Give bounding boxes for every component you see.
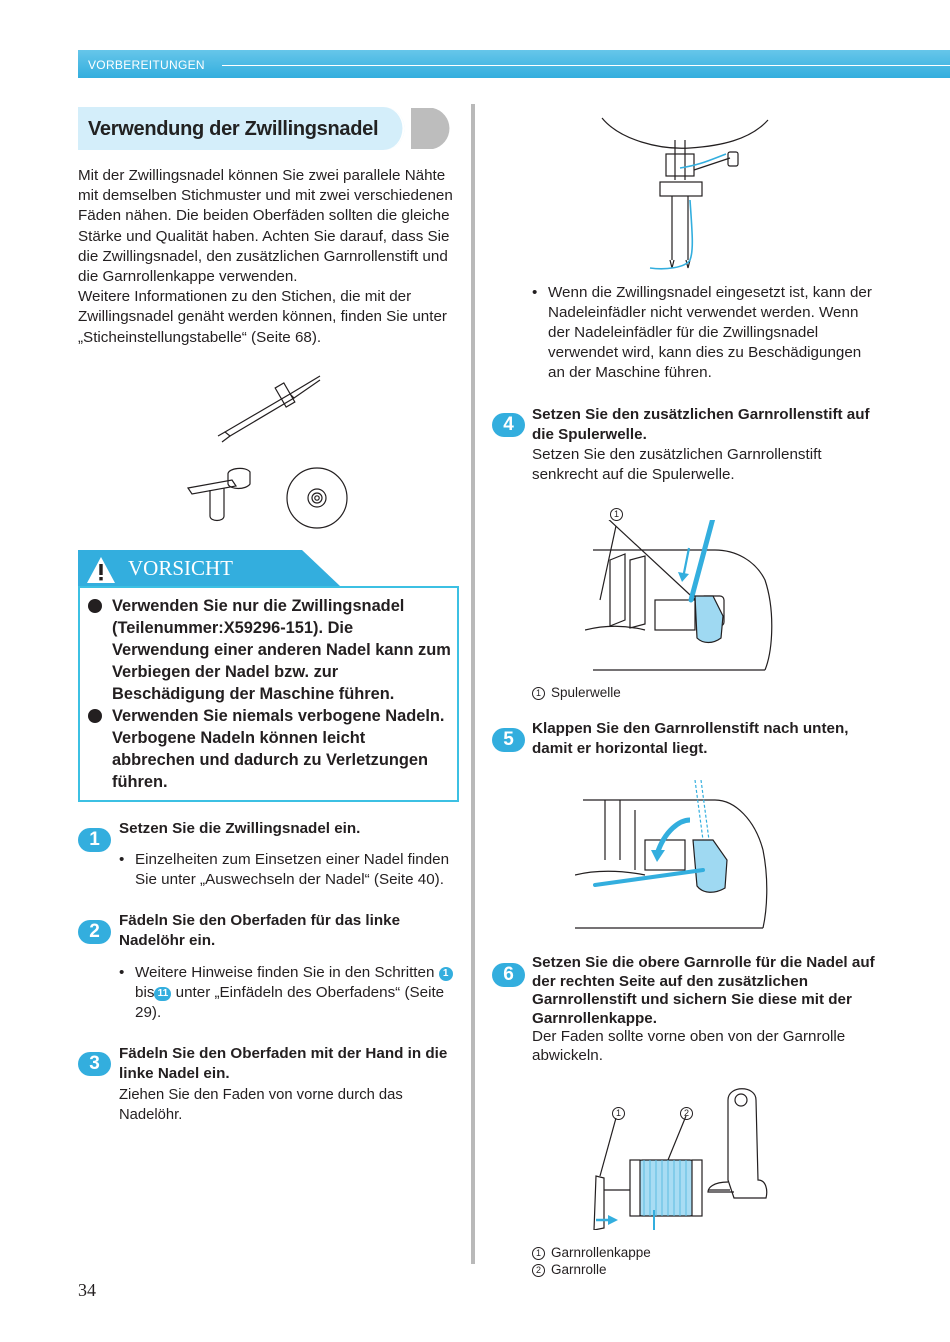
bullet-text-part: unter „Einfädeln des Oberfadens“ (Seite 29). [135,984,445,1021]
bullet-symbol: • [119,964,125,981]
caution-item [88,705,452,793]
section-label: VORBEREITUNGEN [88,58,205,72]
note-bullet [532,283,877,383]
spool-with-cap-illustration [588,1080,778,1230]
figure-4-caption [532,684,621,702]
header-rule [222,65,950,66]
step-1-heading: Setzen Sie die Zwillingsnadel ein. [119,820,361,837]
bullet-text: Einzelheiten zum Einsetzen einer Nadel finden Sie unter „Auswechseln der Nadel“ (Seite 40). [135,851,450,888]
figure-6-caption-1 [532,1244,651,1262]
callout-circle: 1 [610,508,623,521]
caption-text: Garnrollenkappe [551,1245,651,1260]
callout-circle: 1 [612,1107,625,1120]
caution-label: VORSICHT [128,556,234,580]
bullet-text-part: bis [135,984,155,1001]
warning-icon [86,556,116,584]
page-title: Verwendung der Zwillingsnadel [88,118,379,140]
twin-needle-threading-illustration [590,110,770,280]
step-ref-badge: 1 [439,967,453,981]
step-2-bullet [119,963,464,1023]
step-2-heading: Fädeln Sie den Oberfaden für das linke Nadelöhr ein. [119,912,401,949]
step-badge-2: 2 [78,920,111,944]
step-4-body: Setzen Sie den zusätzlichen Garnrollenstift senkrecht auf die Spulerwelle. [532,446,822,483]
spool-pin-illustration [585,520,775,680]
step-badge-4: 4 [492,413,525,437]
column-divider [471,104,475,1264]
step-6-body: Der Faden sollte vorne oben von der Garnrolle abwickeln. [532,1028,846,1064]
bullet-text [135,963,464,1023]
callout-circle: 1 [532,1247,545,1260]
step-ref-badge: 11 [154,987,171,1001]
step-badge-5: 5 [492,728,525,752]
callout-circle: 1 [532,687,545,700]
step-4-heading: Setzen Sie den zusätzlichen Garnrollenstift auf die Spulerwelle. [532,406,870,443]
step-6-heading: Setzen Sie die obere Garnrolle für die Nadel auf der rechten Seite auf den zusätzlichen Garnrollenstift und sichern Sie diese mit der Garnrollenkappe. [532,954,875,1027]
bullet-dot [88,599,102,613]
step-badge-3: 3 [78,1052,111,1076]
bullet-symbol: • [119,851,125,868]
page-number: 34 [78,1280,96,1300]
bullet-text-part: Weitere Hinweise finden Sie in den Schritten [135,964,435,981]
caution-item [88,595,452,705]
caption-text: Garnrolle [551,1262,607,1277]
caption-text: Spulerwelle [551,685,621,700]
spool-pin-lowered-illustration [575,780,775,930]
twin-needle-illustration [180,370,370,530]
bullet-text: Wenn die Zwillingsnadel eingesetzt ist, kann der Nadeleinfädler nicht verwendet werden. Wenn der Nadeleinfädler für die Zwillingsnadel verwendet wird, kann dies zu Beschädigungen an der Maschine führen. [548,284,872,381]
header-band [78,50,950,78]
step-5-heading: Klappen Sie den Garnrollenstift nach unten, damit er horizontal liegt. [532,720,849,757]
figure-6-caption-2 [532,1261,607,1279]
caution-item-text: Verwenden Sie niemals verbogene Nadeln. Verbogene Nadeln können leicht abbrechen und dadurch zu Verletzungen führen. [112,707,445,791]
bullet-dot [88,709,102,723]
intro-paragraph: Mit der Zwillingsnadel können Sie zwei parallele Nähte mit demselben Stichmuster und mit zwei verschiedenen Fäden nähen. Die beiden Oberfäden sollten die gleiche Stärke und Qualität haben. Achten Sie darauf, dass Sie die Zwillingsnadel, den zusätzlichen Garnrollenstift und die Garnrollenkappe verwenden. Weitere Informationen zu den Stichen, die mit der Zwillingsnadel genäht werden können, finden Sie unter „Sticheinstellungstabelle“ (Seite 68). [78,167,453,346]
callout-circle: 2 [532,1264,545,1277]
callout-circle: 2 [680,1107,693,1120]
caution-item-text: Verwenden Sie nur die Zwillingsnadel (Teilenummer:X59296-151). Die Verwendung einer anderen Nadel kann zum Verbiegen der Nadel bzw. zur Beschädigung der Maschine führen. [112,597,451,703]
step-3-body: Ziehen Sie den Faden von vorne durch das Nadelöhr. [119,1087,403,1123]
step-badge-1: 1 [78,828,111,852]
step-3-heading: Fädeln Sie den Oberfaden mit der Hand in die linke Nadel ein. [119,1045,448,1082]
caution-box [78,586,459,802]
bullet-symbol: • [532,284,538,301]
step-1-bullet [119,850,464,890]
step-badge-6: 6 [492,963,525,987]
